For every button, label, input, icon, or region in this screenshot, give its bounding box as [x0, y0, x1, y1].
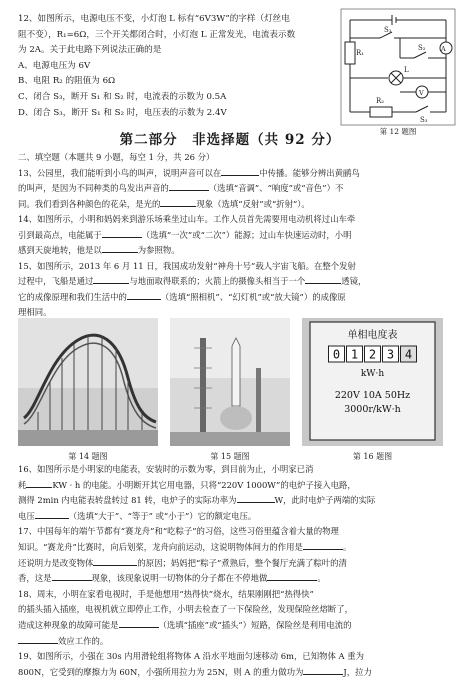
figure-12-caption: 第 12 题图 [379, 127, 417, 136]
q16-line-2 [18, 478, 443, 494]
q18-line-1: 18、周末，小明在家看电视时，手是他想用“热得快”烧水，结果刚刚把“热得快” [18, 588, 314, 599]
label-r1: R₁ [356, 49, 365, 57]
svg-text:V: V [419, 89, 424, 97]
figure-16-caption: 第 16 题图 [352, 452, 393, 461]
circuit-diagram [340, 8, 456, 126]
q14-blank-2[interactable] [102, 243, 138, 253]
q17-line-1: 17、中国每年的端午节都有“赛龙舟”和“吃粽子”的习俗，这些习俗里蕴含着大量的物理 [18, 526, 339, 537]
q12-line-1: 12、如图所示，电源电压不变，小灯泡 L 标有“6V3W”的字样（灯丝电 [18, 14, 290, 24]
q15-text-d: 透镜， [341, 276, 367, 286]
figures-row [18, 318, 443, 462]
q12-option-a: A、电源电压为 6V [18, 60, 91, 71]
switch-s3 [416, 106, 428, 112]
meter-digit: 0 [332, 347, 341, 362]
meter-digit: 3 [386, 347, 395, 362]
figure-14 [18, 318, 158, 462]
q16-text-c: KW · h 的电能。小明断开其它用电器，只将“220V 1000W”的电炉子接入电路， [52, 479, 356, 490]
q16-text-b: 耗 [18, 479, 27, 490]
meter-title: 单相电度表 [347, 330, 398, 341]
q12-option-d: D、闭合 S₃，断开 S₁ 和 S₂ 时，电压表的示数为 2.4V [18, 107, 227, 118]
figure-15-caption: 第 15 题图 [210, 452, 250, 461]
q19-text-c: J，拉力 [343, 666, 372, 677]
figure-14-caption: 第 14 题图 [68, 452, 108, 461]
q15-text-b: 过程中，飞船是通过 [18, 276, 94, 286]
q16-text-d: 测得 2min 内电能表转盘转过 81 转，电炉子的实际功率为 [18, 495, 237, 506]
q13-blank-3[interactable] [160, 197, 196, 207]
q19-line-2 [18, 665, 443, 681]
switch-s2 [414, 52, 426, 58]
q18-blank-2[interactable] [18, 634, 58, 644]
q15-text-c: 与地面取得联系的；火箭上的摄像头相当于一个 [129, 276, 306, 286]
label-s2: S₂ [418, 44, 426, 52]
q13-text-c: 的叫声，是因为不同种类的鸟发出声音的 [18, 183, 169, 193]
q12-line-2: 阻不变），R₁=6Ω，三个开关都闭合时，小灯泡 L 正常发光，电流表示数 [18, 29, 296, 40]
q17-line-2 [18, 540, 443, 556]
q13-text-d: （选填“音调”、“响度”或“音色”）不 [208, 183, 344, 193]
q13-text-a: 13、公园里，我们能听到小鸟的叫声，说明声音可以在 [18, 167, 222, 178]
q13-line-1 [18, 166, 443, 182]
fill-in-section [18, 150, 443, 321]
q14-line-1: 14、如图所示，小明和妈妈来到游乐场乘坐过山车。工作人员首先需要用电动机将过山车牵 [18, 214, 356, 224]
rocket-launch-photo [170, 318, 290, 446]
meter-spec-2: 3000r/kW·h [344, 404, 401, 415]
q17-blank-4[interactable] [267, 571, 317, 581]
q16-line-1: 16、如图所示是小明家的电能表，安装时的示数为零，到目前为止，小明家已消 [18, 464, 314, 474]
q17-blank-2[interactable] [93, 556, 137, 566]
q15-text-e: 它的成像原理和我们生活中的 [18, 291, 127, 302]
q17-line-3 [18, 556, 443, 572]
q15-blank-3[interactable] [127, 290, 161, 300]
q17-blank-1[interactable] [303, 540, 343, 550]
meter-digit: 4 [404, 347, 413, 362]
label-s1: S₁ [384, 26, 392, 34]
label-l: L [404, 66, 409, 74]
q16-text-g: （选填“大于”、“等于” 或“小于”）它的额定电压。 [68, 510, 257, 521]
q12-option-b: B、电阻 R₂ 的阻值为 6Ω [18, 76, 116, 87]
q14-line-3 [18, 243, 443, 259]
q14-text-d: 感到天旋地转，他是以 [18, 245, 102, 255]
q17-text-f: 香，这是 [18, 573, 52, 584]
q18-blank-1[interactable] [119, 618, 159, 628]
q14-text-e: 为参照物。 [137, 245, 180, 255]
q13-line-3 [18, 197, 443, 213]
electricity-meter [302, 318, 443, 446]
q17-text-g: 现象，该现象说明一切物体的分子都在不停地做 [91, 573, 268, 584]
q18-line-2: 的插头插入插座，电视机就立即停止工作，小明去检查了一下保险丝，发现保险丝熔断了， [18, 604, 353, 615]
q17-text-h: 。 [317, 573, 326, 584]
q17-text-b: 知识。“赛龙舟”比赛时，向后划桨，龙舟向前运动，这说明物体间力的作用是 [18, 541, 303, 552]
resistor-r2 [370, 107, 392, 117]
roller-coaster-photo [18, 318, 158, 446]
section-2-heading: 二、填空题（本题共 9 小题，每空 1 分，共 26 分） [18, 152, 215, 162]
questions-16-19 [18, 462, 443, 680]
exhaust-smoke [220, 406, 252, 430]
q16-line-4 [18, 509, 443, 525]
q19-text-b: 800N，它受到的摩擦力为 60N，小强所用拉力为 25N，则 A 的重力做功为 [18, 666, 304, 677]
q17-blank-3[interactable] [52, 571, 92, 581]
q14-line-2 [18, 228, 443, 244]
q15-text-f: （选填“照相机”、“幻灯机”或“放大镜”）的成像原 [160, 291, 346, 302]
q13-line-2 [18, 181, 443, 197]
q18-line-3 [18, 618, 443, 634]
figure-12-circuit [340, 8, 456, 136]
q16-text-f: 电压 [18, 510, 35, 521]
meter-unit: kW·h [360, 369, 385, 379]
meter-digit: 2 [368, 347, 377, 362]
q14-text-b: 引到最高点，电能属于 [18, 229, 102, 240]
q15-blank-1[interactable] [93, 274, 129, 284]
q13-text-b: 中传播。能够分辨出黄鹂鸟 [259, 167, 360, 178]
q15-line-1: 15、如图所示，2013 年 6 月 11 日，我国成功发射“神舟十号”载人宇宙飞船。在整个发射 [18, 260, 356, 271]
q13-text-e: 同。我们看到各种颜色的花朵，是光的 [18, 198, 161, 209]
q15-line-2 [18, 274, 443, 290]
q19-blank-1[interactable] [303, 665, 343, 675]
q14-text-c: （选填“一次”或“二次”）能源；过山车快速运动时，小明 [141, 229, 352, 240]
rocket [232, 338, 240, 406]
q12-option-c: C、闭合 S₃，断开 S₁ 和 S₂ 时，电流表的示数为 0.5A [18, 91, 227, 102]
q14-blank-1[interactable] [102, 228, 142, 238]
q15-line-3 [18, 290, 443, 306]
figure-15 [170, 318, 290, 462]
q13-blank-2[interactable] [169, 181, 209, 191]
question-12 [18, 12, 338, 121]
q17-text-e: 的原因；妈妈把“粽子”煮熟后，整个餐厅充满了粽叶的清 [137, 557, 347, 568]
q16-blank-2[interactable] [237, 493, 275, 503]
part-two-title: 第二部分 非选择题（共 92 分） [119, 132, 341, 148]
q13-text-f: 现象（选填“反射”或“折射”）。 [196, 198, 310, 209]
meter-digit: 1 [350, 347, 359, 362]
q18-line-4 [18, 634, 443, 650]
figure-16 [302, 318, 443, 462]
meter-digit-row [329, 346, 417, 362]
q18-text-e: 效应工作的。 [58, 635, 109, 646]
q18-text-d: （选填“插座”或“插头”）短路，保险丝是利用电流的 [158, 619, 352, 630]
label-r2: R₂ [376, 97, 385, 105]
q16-blank-3[interactable] [35, 509, 69, 519]
q16-line-3 [18, 493, 443, 509]
q16-blank-1[interactable] [26, 478, 52, 488]
q15-blank-2[interactable] [305, 274, 341, 284]
q15-line-4: 理相同。 [18, 307, 52, 317]
q16-text-e: W，此时电炉子两端的实际 [274, 495, 376, 506]
q12-line-3: 为 2A。关于此电路下列说法正确的是 [18, 45, 162, 56]
svg-text:A: A [441, 45, 446, 53]
meter-spec-1: 220V 10A 50Hz [334, 390, 411, 401]
q19-line-1: 19、如图所示，小强在 30s 内用滑轮组将物体 A 沿水平地面匀速移动 6m，已知物体 A 重为 [18, 651, 364, 662]
q17-text-c: 。 [342, 541, 352, 552]
resistor-r1 [345, 42, 355, 64]
q13-blank-1[interactable] [221, 166, 259, 176]
q17-line-4 [18, 571, 443, 587]
label-s3: S₃ [420, 116, 428, 124]
q18-text-c: 造成这种现象的故障可能是 [18, 619, 119, 630]
q17-text-d: 还说明力是改变物体 [18, 557, 94, 568]
